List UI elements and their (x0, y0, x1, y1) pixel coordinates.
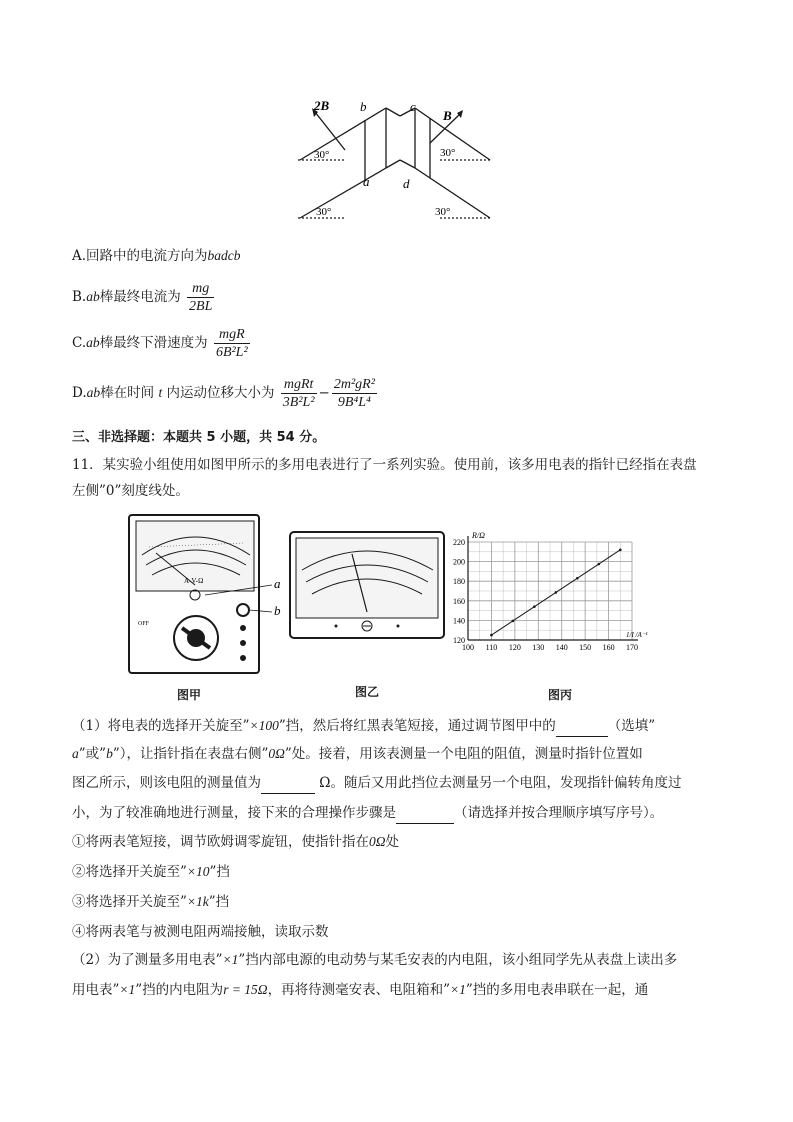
data-point (490, 634, 493, 637)
answer-blank-3[interactable] (396, 803, 454, 824)
y-tick-label: 220 (453, 538, 465, 547)
x-tick-label: 110 (485, 643, 498, 652)
answer-blank-2[interactable] (261, 773, 315, 794)
option-d: D.ab棒在时间 t 内运动位移大小为 $\frac{\text{mgRt}}{\text{3B²L²}}$ − $\frac{\text{2m²gR²}}{\text{9B⁴L⁴}}$ (72, 377, 375, 410)
x-tick-label: 160 (602, 643, 615, 652)
fraction-d1: $\frac{\text{mgRt}}{\text{3B²L²}}$ (282, 377, 315, 410)
step-1: ①将两表笔短接，调节欧姆调零旋钮，使指针指在0Ω处 (72, 834, 400, 850)
y-tick-label: 140 (453, 616, 465, 626)
data-point (619, 549, 622, 552)
q11-part1-line1: （1）将电表的选择开关旋至”×100”挡，然后将红黑表笔短接，通过调节图甲中的 （选填” (72, 716, 655, 737)
step-3: ③将选择开关旋至”×1k”挡 (72, 894, 230, 910)
option-c: C.ab棒最终下滑速度为 $\frac{\text{mgR}}{\text{6B²L²}}$ (72, 327, 248, 360)
caption-yi: 图乙 (355, 685, 380, 699)
angle-bottom-right: 30° (435, 206, 451, 218)
section-title: 三、非选择题：本题共 5 小题，共 54 分。 (72, 430, 326, 445)
label-B: B (443, 108, 452, 123)
answer-blank-1[interactable] (556, 716, 608, 737)
caption-jia: 图甲 (177, 688, 202, 702)
label-2B: 2B (314, 98, 330, 113)
angle-top-left: 30° (314, 149, 330, 161)
fraction-d2: $\frac{\text{2m²gR²}}{\text{9B⁴L⁴}}$ (333, 377, 375, 410)
q11-part1-line2: a”或”b”），让指针指在表盘右侧”0Ω”处。接着，用该表测量一个电阻的阻值，测量时指针位置如 (72, 746, 643, 762)
x-tick-label: 150 (579, 643, 592, 652)
y-tick-label: 200 (453, 557, 465, 567)
q11-part2-line2: 用电表”×1”挡的内电阻为r = 15Ω，再将待测毫安表、电阻箱和”×1”挡的多用电表串联在一起，通 (72, 982, 649, 998)
label-c: c (410, 99, 416, 114)
graph-figure-bing (442, 530, 648, 660)
multimeter-figure-jia (126, 513, 286, 678)
fraction-c: $\frac{\text{mgR}}{\text{6B²L²}}$ (215, 327, 248, 360)
q11-part1-line3: 图乙所示，则该电阻的测量值为 Ω。随后又用此挡位去测量另一个电阻，发现指针偏转角度过 (72, 773, 682, 794)
q11-part1-line4: 小，为了较准确地进行测量，接下来的合理操作步骤是 （请选择并按合理顺序填写序号）。 (72, 803, 663, 824)
data-point (555, 591, 558, 594)
q11-intro-line1: 11．某实验小组使用如图甲所示的多用电表进行了一系列实验。使用前，该多用电表的指针已经指在表盘 (72, 457, 697, 473)
step-4: ④将两表笔与被测电阻两端接触，读取示数 (72, 924, 329, 940)
x-axis-label: 1/I /A⁻¹ (626, 631, 648, 639)
angle-top-right: 30° (440, 147, 456, 159)
meter-dial-figure-yi (288, 530, 448, 642)
label-a: a (363, 174, 370, 189)
option-a: A.回路中的电流方向为badcb (72, 248, 241, 264)
inclined-rails-figure (290, 98, 500, 226)
caption-bing: 图丙 (548, 688, 573, 702)
label-b: b (360, 99, 367, 114)
data-point (512, 620, 515, 623)
x-tick-label: 140 (555, 643, 568, 652)
y-tick-label: 160 (453, 596, 465, 606)
meter-off-label: OFF (138, 621, 150, 627)
y-tick-label: 120 (453, 636, 465, 645)
y-axis-label: R/Ω (472, 531, 485, 540)
meter-avo-label: A-V-Ω (184, 577, 204, 585)
data-point (533, 605, 536, 608)
meter-label-a: a (274, 576, 281, 591)
q11-intro-line2: 左侧”0”刻度线处。 (72, 483, 189, 499)
data-point (598, 563, 601, 566)
label-d: d (403, 176, 410, 191)
x-tick-label: 120 (508, 643, 521, 652)
step-2: ②将选择开关旋至”×10”挡 (72, 864, 230, 880)
x-tick-label: 170 (626, 643, 638, 652)
meter-label-b: b (274, 603, 281, 618)
x-tick-label: 130 (532, 643, 545, 652)
fraction-b: $\frac{mg}{2BL}$ (189, 281, 213, 314)
data-point (576, 577, 579, 580)
x-tick-label: 100 (462, 643, 474, 652)
angle-bottom-left: 30° (316, 206, 332, 218)
option-b: B.ab棒最终电流为 $\frac{mg}{2BL}$ (72, 281, 213, 314)
q11-part2-line1: （2）为了测量多用电表”×1”挡内部电源的电动势与某毛安表的内电阻，该小组同学先从表盘上读出多 (72, 952, 678, 968)
y-tick-label: 180 (453, 577, 465, 587)
